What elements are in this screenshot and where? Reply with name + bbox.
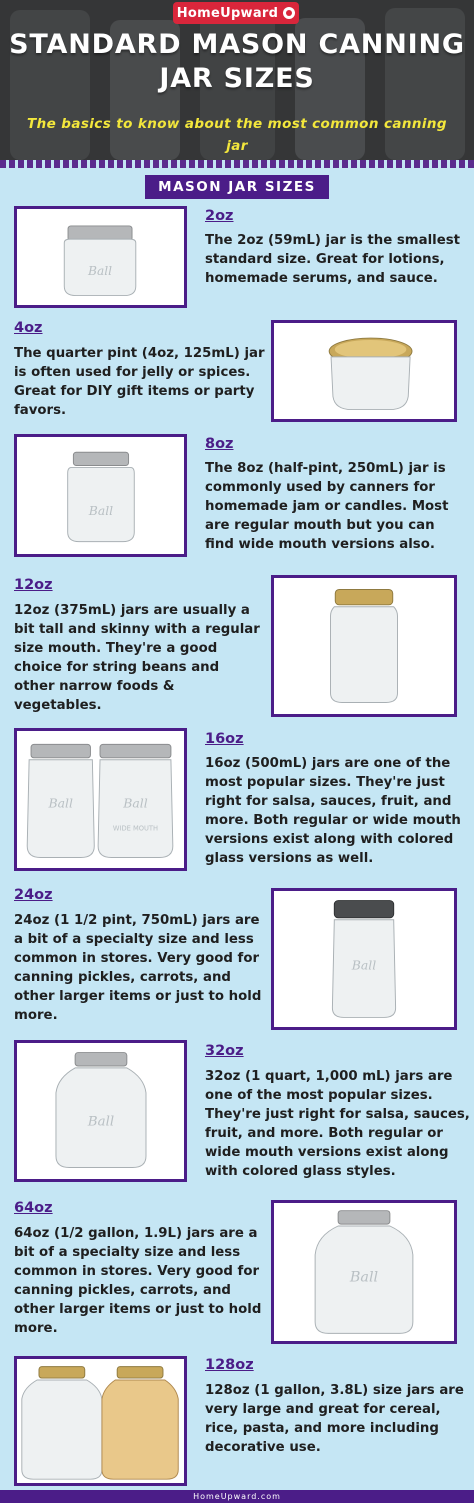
- desc-line: rice, pasta, and more including: [205, 1421, 439, 1436]
- desc-line: a bit of a specialty size and less: [14, 932, 254, 947]
- desc-line: with colored glass styles.: [205, 1164, 396, 1179]
- desc-line: glass versions as well.: [205, 851, 374, 866]
- desc-line: 16oz (500mL) jars are one of the: [205, 756, 451, 771]
- brand-badge[interactable]: [173, 2, 299, 24]
- mason-jar-icon: [17, 1359, 184, 1483]
- svg-text:Ball: Ball: [351, 957, 377, 973]
- svg-text:Ball: Ball: [87, 263, 113, 278]
- jar-128oz-description: [205, 1381, 464, 1457]
- desc-line: 64oz (1/2 gallon, 1.9L) jars are a: [14, 1226, 258, 1241]
- desc-line: decorative use.: [205, 1440, 321, 1455]
- jar-32oz-description: [205, 1067, 470, 1181]
- brand-name: HomeUpward: [176, 5, 279, 21]
- jar-32oz-size-label: 32oz: [205, 1043, 244, 1059]
- desc-line: wide mouth versions exist along: [205, 1145, 449, 1160]
- jar-4oz-description: [14, 344, 265, 420]
- desc-line: other larger items or just to hold: [14, 989, 262, 1004]
- jar-4oz-image: [271, 320, 457, 422]
- jar-128oz-image: [14, 1356, 187, 1486]
- title-line-2: JAR SIZES: [159, 63, 315, 94]
- desc-line: is often used for jelly or spices.: [14, 365, 251, 380]
- desc-line: other narrow foods &: [14, 679, 175, 694]
- desc-line: They're just right for salsa, sauces,: [205, 1107, 470, 1122]
- desc-line: choice for string beans and: [14, 660, 220, 675]
- jar-64oz-size-label: 64oz: [14, 1200, 53, 1216]
- footer-url[interactable]: HomeUpward.com: [0, 1490, 474, 1503]
- svg-text:Ball: Ball: [88, 504, 114, 518]
- desc-line: homemade jam or candles. Most: [205, 499, 449, 514]
- jar-12oz-size-label: 12oz: [14, 577, 53, 593]
- desc-line: favors.: [14, 403, 67, 418]
- svg-text:Ball: Ball: [123, 795, 148, 811]
- desc-line: canning pickles, carrots, and: [14, 1283, 231, 1298]
- jar-24oz-image: [271, 888, 457, 1030]
- jar-4oz-size-label: 4oz: [14, 320, 43, 336]
- jar-24oz-description: [14, 911, 261, 1025]
- section-title: MASON JAR SIZES: [145, 175, 329, 199]
- desc-line: right for salsa, sauces, fruit, and: [205, 794, 452, 809]
- desc-line: The quarter pint (4oz, 125mL) jar: [14, 346, 265, 361]
- desc-line: bit tall and skinny with a regular: [14, 622, 260, 637]
- svg-text:Ball: Ball: [87, 1114, 115, 1130]
- mason-jar-icon: [17, 209, 184, 305]
- jar-16oz-description: [205, 754, 461, 868]
- desc-line: 12oz (375mL) jars are usually a: [14, 603, 250, 618]
- desc-line: canning pickles, carrots, and: [14, 970, 231, 985]
- desc-line: The 2oz (59mL) jar is the smallest: [205, 233, 460, 248]
- desc-line: 24oz (1 1/2 pint, 750mL) jars are: [14, 913, 260, 928]
- mason-jar-icon: [17, 437, 184, 554]
- jar-8oz-image: [14, 434, 187, 557]
- desc-line: more. Both regular or wide mouth: [205, 813, 461, 828]
- jar-24oz-size-label: 24oz: [14, 887, 53, 903]
- desc-line: commonly used by canners for: [205, 480, 435, 495]
- svg-text:WIDE MOUTH: WIDE MOUTH: [112, 824, 159, 833]
- desc-line: other larger items or just to hold: [14, 1302, 262, 1317]
- mason-jar-icon: [17, 1043, 184, 1179]
- desc-line: fruit, and more. Both regular or: [205, 1126, 443, 1141]
- mason-jar-icon: [274, 578, 454, 714]
- desc-line: The 8oz (half-pint, 250mL) jar is: [205, 461, 446, 476]
- header-banner: [0, 0, 474, 168]
- title-line-1: STANDARD MASON CANNING: [9, 29, 465, 60]
- desc-line: common in stores. Very good for: [14, 951, 260, 966]
- jar-8oz-size-label: 8oz: [205, 436, 234, 452]
- jar-128oz-size-label: 128oz: [205, 1357, 254, 1373]
- mason-jar-icon: [274, 1203, 454, 1341]
- desc-line: 128oz (1 gallon, 3.8L) size jars are: [205, 1383, 464, 1398]
- subtitle-line-1: The basics to know about the most common canning jar: [26, 116, 447, 154]
- desc-line: very large and great for cereal,: [205, 1402, 441, 1417]
- jar-64oz-description: [14, 1224, 261, 1338]
- jar-12oz-image: [271, 575, 457, 717]
- dotted-divider: [0, 160, 474, 168]
- desc-line: 32oz (1 quart, 1,000 mL) jars are: [205, 1069, 453, 1084]
- desc-line: versions exist along with colored: [205, 832, 454, 847]
- jar-64oz-image: [271, 1200, 457, 1344]
- desc-line: bit of a specialty size and less: [14, 1245, 241, 1260]
- desc-line: more.: [14, 1008, 58, 1023]
- jar-16oz-size-label: 16oz: [205, 731, 244, 747]
- desc-line: one of the most popular sizes.: [205, 1088, 433, 1103]
- svg-text:Ball: Ball: [48, 795, 73, 811]
- jar-8oz-description: [205, 459, 448, 554]
- desc-line: common in stores. Very good for: [14, 1264, 260, 1279]
- desc-line: more.: [14, 1321, 58, 1336]
- mason-jar-icon: [274, 323, 454, 419]
- page-title: [0, 28, 474, 96]
- svg-text:Ball: Ball: [349, 1269, 379, 1286]
- desc-line: homemade serums, and sauce.: [205, 271, 438, 286]
- desc-line: most popular sizes. They're just: [205, 775, 445, 790]
- jar-16oz-image: [14, 728, 187, 871]
- jar-2oz-image: [14, 206, 187, 308]
- jar-2oz-description: [205, 231, 460, 288]
- mason-jar-icon: [17, 731, 184, 868]
- jar-12oz-description: [14, 601, 260, 715]
- desc-line: vegetables.: [14, 698, 102, 713]
- desc-line: Great for DIY gift items or party: [14, 384, 255, 399]
- jar-32oz-image: [14, 1040, 187, 1182]
- mason-jar-icon: [274, 891, 454, 1027]
- brand-logo-icon: [283, 7, 295, 19]
- desc-line: standard size. Great for lotions,: [205, 252, 445, 267]
- jar-2oz-size-label: 2oz: [205, 208, 234, 224]
- desc-line: size mouth. They're a good: [14, 641, 218, 656]
- desc-line: find wide mouth versions also.: [205, 537, 435, 552]
- desc-line: are regular mouth but you can: [205, 518, 435, 533]
